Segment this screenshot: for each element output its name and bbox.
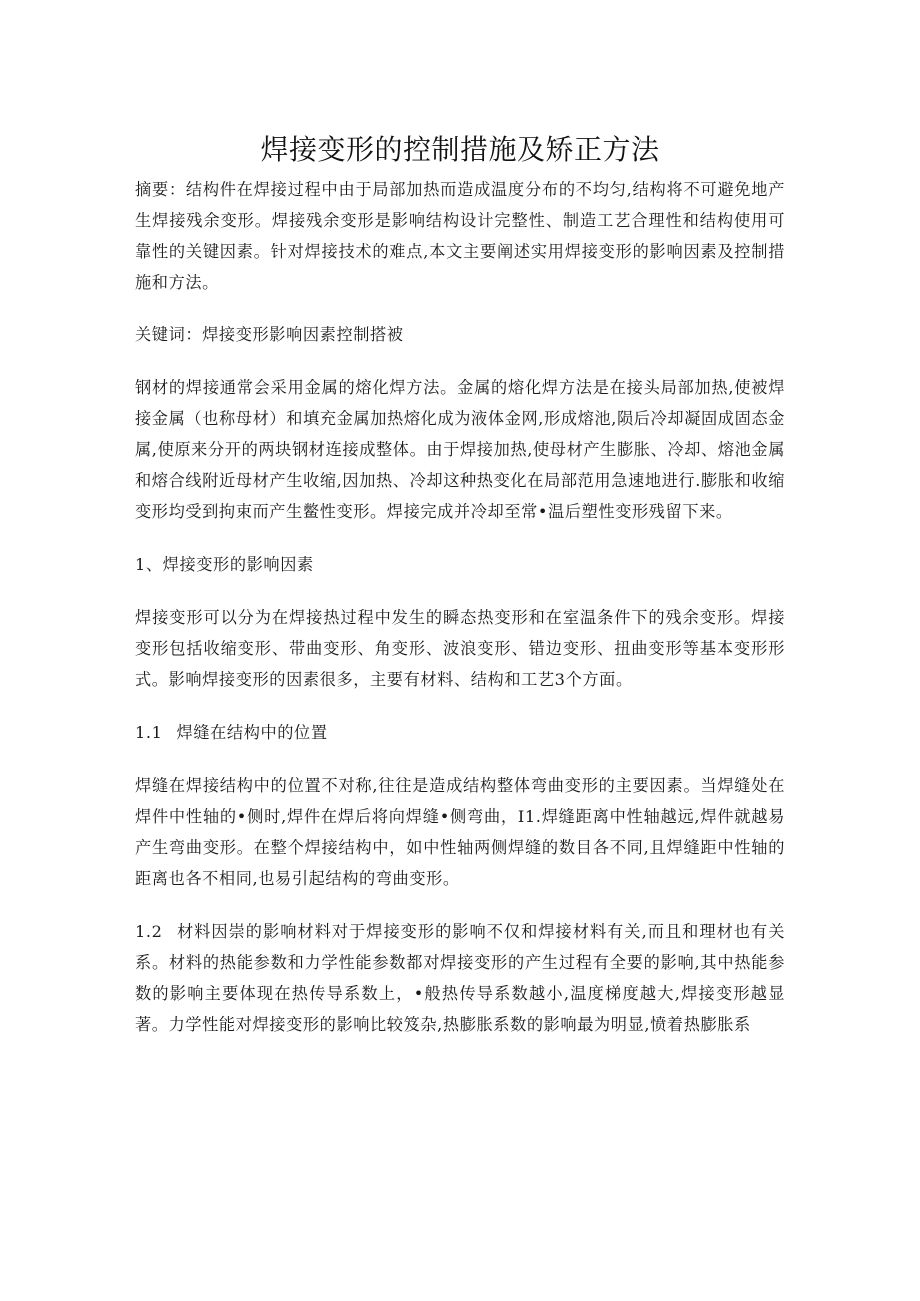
document-page <box>135 118 785 1040</box>
section-1-2-paragraph <box>135 916 785 1040</box>
section-1-1-number: 1.1 <box>135 723 163 742</box>
keywords-line: 关键词：焊接变形影响因素控制搭被 <box>135 325 404 344</box>
section-1-paragraph: 焊接变形可以分为在焊接热过程中发生的瞬态热变形和在室温条件下的残余变形。焊接变形包括收缩变形、带曲变形、角变形、波浪变形、错边变形、扭曲变形等基本变形形式。影响焊接变形的因素很多，主要有材料、结构和工艺3个方面。 <box>135 608 785 689</box>
section-1-2-text: 材料因崇的影响材料对于焊接变形的影响不仅和焊接材料有关,而且和理材也有关系。材料的热能参数和力学性能参数都对焊接变形的产生过程有全要的影响,其中热能参数的影响主要体现在热传导系数上，•般热传导系数越小,温度梯度越大,焊接变形越显著。力学性能对焊接变形的影响比较笈杂,热膨胀系数的影响最为明显,愤着热膨胀系 <box>135 922 785 1034</box>
section-1-heading: 1、焊接变形的影响因素 <box>135 555 314 574</box>
abstract-paragraph: 摘要：结构件在焊接过程中由于局部加热而造成温度分布的不均匀,结构将不可避免地产生焊接残余变形。焊接残余变形是影响结构设计完整性、制造工艺合理性和结构使用可靠性的关键因素。针对焊接技术的难点,本文主要阐述实用焊接变形的影响因素及控制措施和方法。 <box>135 180 785 292</box>
section-1-1-paragraph: 焊缝在焊接结构中的位置不对称,往往是造成结构整体弯曲变形的主要因素。当焊缝处在焊件中性轴的•侧时,焊件在焊后将向焊缝•侧弯曲，I1.焊缝距离中性轴越远,焊件就越易产生弯曲变形。在整个焊接结构中，如中性轴两侧焊缝的数目各不同,且焊缝距中性轴的距离也各不相同,也易引起结构的弯曲变形。 <box>135 776 785 888</box>
intro-paragraph: 钢材的焊接通常会采用金属的熔化焊方法。金属的熔化焊方法是在接头局部加热,使被焊接金属（也称母材）和填充金属加热熔化成为液体金网,形成熔池,陨后冷却凝固成固态金属,使原来分开的两块钢材连接成整体。由于焊接加热,使母材产生膨胀、冷却、熔池金属和熔合线附近母材产生收缩,因加热、冷却这种热变化在局部范用急速地进行.膨胀和收缩变形均受到拘束而产生鳖性变形。焊接完成并冷却至常•温后塑性变形残留下来。 <box>135 378 785 521</box>
section-1-1-heading <box>135 717 785 748</box>
section-1-1-title: 焊缝在结构中的位置 <box>176 723 328 742</box>
section-1-2-number: 1.2 <box>135 922 163 941</box>
document-title: 焊接变形的控制措施及矫正方法 <box>260 133 660 166</box>
